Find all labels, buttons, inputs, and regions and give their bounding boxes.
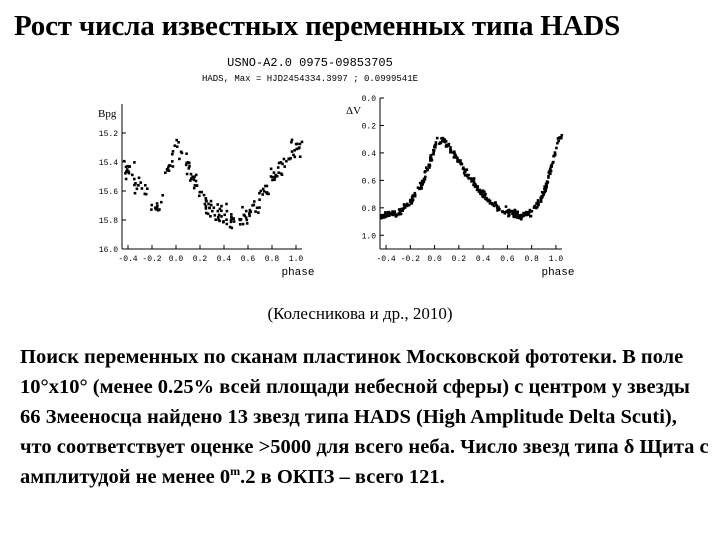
data-point [540,200,543,203]
data-point [273,171,276,174]
data-point [222,221,225,224]
x-tick-label: 0.4 [216,255,232,264]
data-point [463,172,466,175]
data-point [210,204,213,207]
data-point [210,200,213,203]
data-point [246,222,249,225]
paragraph-part1: Поиск переменных по сканам пластинок Московской фототеки. В поле 10°x10° (менее 0.25% всей площади небесной сферы) с центром у звезды 66 Змееносца найдено 13 звезд типа HADS (High Amplitude Delta Scuti), что соответствует оценке >5000 для всего неба. Число звезд типа δ Щита с амплитудой не менее 0 [20,346,709,488]
data-point [136,188,139,191]
data-point [141,187,144,190]
data-point [216,203,219,206]
x-tick-label: 0.6 [500,255,515,264]
x-tick-label: 0.2 [192,255,208,264]
data-point [291,150,294,153]
data-point [229,226,232,229]
data-point [505,205,508,208]
data-point [424,171,427,174]
data-point [391,210,394,213]
data-point [433,146,436,149]
data-point [494,201,497,204]
data-point [436,137,439,140]
data-point [253,200,256,203]
data-point [449,146,452,149]
data-point [204,203,207,206]
data-point [193,187,196,190]
data-point [459,159,462,162]
data-point [151,204,154,207]
data-point [483,196,486,199]
data-point [454,153,457,156]
data-point [531,210,534,213]
data-point [295,148,298,151]
data-point [245,216,248,219]
x-tick-label: 0.8 [524,255,539,264]
data-point [261,193,264,196]
data-point [425,166,428,169]
panel-right [346,95,575,279]
data-point [278,162,281,165]
data-point [493,205,496,208]
data-point [414,195,417,198]
y-tick-label: 0.6 [361,177,376,187]
data-point [507,215,510,218]
data-point [508,209,511,212]
data-point [439,141,442,144]
data-point [528,211,531,214]
data-point [219,208,222,211]
body-paragraph [20,342,710,492]
data-point [487,199,490,202]
data-point [226,223,229,226]
data-point [258,206,261,209]
data-point [421,183,424,186]
data-point [554,151,557,154]
data-point [158,208,161,211]
data-point [139,181,142,184]
data-point [220,215,223,218]
data-point [433,149,436,152]
y-tick-label: 0.0 [361,95,376,104]
data-point [226,210,229,213]
data-point [561,134,564,137]
data-point [555,147,558,150]
data-point [440,137,443,140]
data-point [172,165,175,168]
data-point [190,173,193,176]
data-point [301,141,304,144]
data-point [411,198,414,201]
data-point [207,203,210,206]
data-point [424,176,427,179]
data-point [185,164,188,167]
y-tick-label: 0.4 [361,149,376,159]
data-point [453,150,456,153]
x-tick-label: 0.0 [427,255,442,264]
data-point [171,153,174,156]
data-point [291,139,294,142]
data-point [241,206,244,209]
data-point [262,188,265,191]
data-point [176,145,179,148]
data-point [270,175,273,178]
data-point [187,161,190,164]
x-tick-label: 0.8 [264,255,280,264]
data-point [483,191,486,194]
data-point [484,193,487,196]
data-point [263,190,266,193]
x-tick-label: -0.4 [118,255,138,264]
data-point [524,212,527,215]
data-point [123,160,126,163]
paragraph-part2: .2 в ОКПЗ – всего 121. [240,466,445,488]
chart-subtitle: HADS, Max = HJD2454334.3997 ; 0.0999541E [201,74,419,84]
data-point [128,165,131,168]
data-point [249,209,252,212]
data-point [239,223,242,226]
data-point [445,145,448,148]
data-point [541,191,544,194]
data-point [447,143,450,146]
data-point [144,184,147,187]
citation: (Колесникова и др., 2010) [267,304,453,323]
data-point [557,140,560,143]
data-point [186,173,189,176]
x-axis-label: phase [281,267,315,279]
data-point [133,178,136,181]
data-point [535,207,538,210]
data-point [549,170,552,173]
data-point [545,183,548,186]
data-point [501,210,504,213]
data-point [280,172,283,175]
data-point [529,215,532,218]
data-point [277,166,280,169]
data-point [547,176,550,179]
data-point [171,160,174,163]
data-point [125,166,128,169]
data-point [289,157,292,160]
data-point [134,182,137,185]
data-point [257,211,260,214]
data-point [128,172,131,175]
data-point [277,171,280,174]
data-point [537,199,540,202]
data-point [178,158,181,161]
data-point [218,214,221,217]
data-point [198,195,201,198]
data-point [174,144,177,147]
x-tick-label: 0.2 [451,255,467,264]
data-point [169,164,172,167]
data-point [383,214,386,217]
data-point [161,194,164,197]
x-tick-label: -0.2 [142,255,162,264]
data-point [274,176,277,179]
data-point [547,181,550,184]
data-point [422,181,425,184]
light-curve-svg [80,52,620,292]
data-point [230,213,233,216]
data-point [432,151,435,154]
data-point [260,190,263,193]
data-point [246,219,249,222]
data-point [266,191,269,194]
y-axis-label: Bpg [98,108,117,120]
data-point [205,199,208,202]
y-tick-label: 0.8 [361,204,376,214]
data-point [292,154,295,157]
x-tick-label: -0.2 [400,255,420,264]
data-point [496,206,499,209]
data-point [188,165,191,168]
data-point [399,209,402,212]
data-point [418,188,421,191]
data-point [428,166,431,169]
panel-left [98,104,315,279]
data-point [504,212,507,215]
data-point [146,187,149,190]
data-point [542,193,545,196]
data-point [164,171,167,174]
data-point [181,152,184,155]
data-point [195,180,198,183]
data-point [553,155,556,158]
data-point [515,214,518,217]
data-point [296,143,299,146]
data-point [166,168,169,171]
data-point [225,218,228,221]
data-point [208,207,211,210]
y-tick-label: 15.6 [98,188,118,197]
y-tick-label: 15.4 [98,159,118,168]
data-point [220,205,223,208]
data-point [213,206,216,209]
data-point [456,157,459,160]
x-axis-label: phase [541,267,575,279]
data-point [217,216,220,219]
data-point [205,205,208,208]
light-curve-figure [80,52,620,292]
chart-title: USNO-A2.0 0975-09853705 [227,56,393,70]
data-point [430,154,433,157]
data-point [218,220,221,223]
data-point [270,168,273,171]
data-point [551,162,554,165]
data-point [536,203,539,206]
data-point [264,185,267,188]
data-point [137,184,140,187]
data-point [449,148,452,151]
data-point [444,140,447,143]
data-point [203,194,206,197]
data-point [230,219,233,222]
data-point [460,162,463,165]
data-point [453,156,456,159]
slide-title: Рост числа известных переменных типа HADS [14,10,621,42]
data-point [398,213,401,216]
data-point [214,214,217,217]
data-point [248,215,251,218]
data-point [190,177,193,180]
data-point [430,157,433,160]
data-point [209,215,212,218]
data-point [470,178,473,181]
data-point [156,202,159,205]
y-tick-label: 15.2 [98,130,118,139]
data-point [518,214,521,217]
data-point [559,137,562,140]
data-point [290,141,293,144]
data-point [177,141,180,144]
data-point [271,179,274,182]
data-point [145,193,148,196]
x-tick-label: 0.0 [168,255,184,264]
data-point [225,203,228,206]
data-point [211,210,214,213]
data-point [298,146,301,149]
data-point [254,210,257,213]
data-point [435,141,438,144]
data-point [456,160,459,163]
data-point [155,207,158,210]
data-point [194,184,197,187]
data-point [245,210,248,213]
y-tick-label: 0.2 [361,122,376,132]
data-point [240,218,243,221]
data-point [242,223,245,226]
data-point [258,198,261,201]
data-point [172,150,175,153]
data-point [256,207,259,210]
data-point [138,177,141,180]
data-point [124,172,127,175]
data-point [214,218,217,221]
data-point [394,213,397,216]
data-point [150,208,153,211]
data-point [134,192,137,195]
data-point [160,201,163,204]
data-point [253,204,256,207]
data-point [125,178,128,181]
data-point [514,209,517,212]
x-tick-label: 1.0 [288,255,304,264]
data-point [133,161,136,164]
y-tick-label: 15.8 [98,217,118,226]
x-tick-label: 0.6 [240,255,256,264]
data-point [467,177,470,180]
data-point [386,215,389,218]
y-tick-label: 16.0 [98,246,118,255]
data-point [395,215,398,218]
data-point [408,204,411,207]
data-point [233,220,236,223]
data-point [205,212,208,215]
data-point [193,175,196,178]
data-point [185,152,188,155]
data-point [283,158,286,161]
data-point [299,155,302,158]
data-point [156,205,159,208]
data-point [476,189,479,192]
data-point [285,160,288,163]
data-point [243,214,246,217]
y-tick-label: 1.0 [361,232,376,242]
x-tick-label: 1.0 [548,255,564,264]
x-tick-label: -0.4 [376,255,396,264]
data-point [223,214,226,217]
data-point [283,165,286,168]
data-point [474,183,477,186]
magnitude-superscript: m [230,464,241,479]
x-tick-label: 0.4 [475,255,491,264]
data-point [200,191,203,194]
data-point [467,174,470,177]
data-point [131,174,134,177]
data-point [550,165,553,168]
data-point [390,213,393,216]
y-axis-label: ΔV [346,105,362,117]
